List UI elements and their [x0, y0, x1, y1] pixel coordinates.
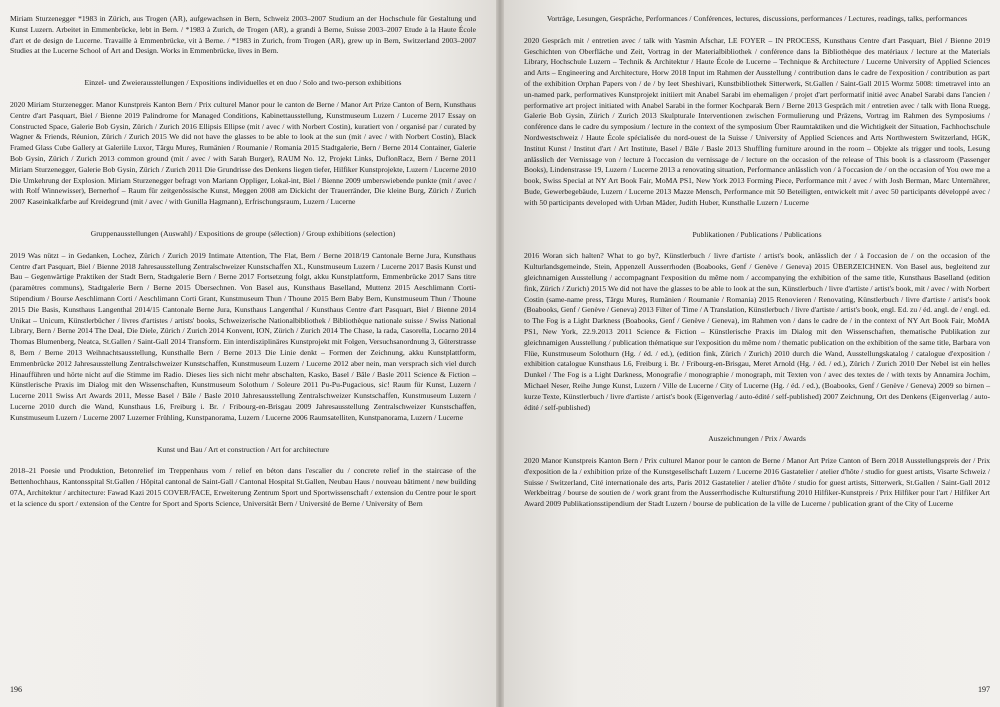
- page-number-left: 196: [10, 685, 22, 694]
- group-exhibitions-heading: Gruppenausstellungen (Auswahl) / Expositions de groupe (sélection) / Group exhibitions (selection): [90, 228, 396, 238]
- book-gutter: [496, 0, 504, 707]
- lectures-list: 2020 Gespräch mit / entretien avec / talk with Yasmin Afschar, LE FOYER – IN PROCESS, Kunsthaus Centre d'art Pasquart, Biel / Bienne 2019 Geschichten von Oberfläche und Zeit, Vortrag in der Materialbibliothek / conférence dans la Bibliothèque des matériaux / lecture at the Materials Library, Hochschule Luzern – Technik & Architektur / Haute École de Lucerne – Technique & Architecture / Lucerne University of Applied Sciences and Arts – Engineering and Architecture, Horw 2018 Input im Rahmen der Ausstellung / contribution dans le cadre de l'exposition / contribution as part of the exhibition Orphan Papers von / de / by Ieet Sheshivari, Kunstbibliothek Sitterwerk, St.Gallen / Saint-Gall 2015 Wormz 5008: timetravel into an un-named park, performatives Kunstprojekt initiiert mit Anabel Sarabi im ehemaligen / projet d'art performatif initié avec Anabel Sarabi dans l'ancien / performative art project initiated with Anabel Sarabi in the former Kochparak Bern / Berne 2013 Gespräch mit / entretien avec / talk with Ilona Ruegg, Galerie Bob Gysin, Zürich / Zurich 2013 Skulpturale Interventionen zwischen Formulierung und Präzens, Vortrag im Rahmen des Symposiums / conférence dans le cadre du symposium / lecture in the context of the symposium Über Raumtaktiken und die Wichtigkeit der Situation, Fachhochschule Nordwestschweiz / Haute École spécialisée du nord-ouest de la Suisse / University of Applied Sciences and Arts Northwestern Switzerland, HGK, Institut Kunst / Institut d'art / Art Institute, Basel / Bâle / Basle 2013 Shuffling furniture around in the room – Objekte als trigger und tools, Lesung anlässlich der Vernissage von / lecture à l'occasion du vernissage de / lecture on the occasion of the release of This book is a classroom (Passenger Books), Lindenstrasse 19, Luzern / Lucerne 2013 a renovating situation, Performance anlässlich von / à l'occasion de / on the occasion of You owe me a book, Swiss Special at NY Art Book Fair, MoMA PS1, New York 2013 Forming Piece, Performance mit / avec / with Josh Berman, Marc Unternährer, Bude, Gewerbegebäude, Luzern / Lucerne 2013 Mazze Mensch, Performance mit 50 Beteiligten, entwickelt mit / avec 50 participants développé avec / with 50 participants developed with Urban Mäder, Judith Huber, Kunsthalle Luzern / Lucerne: [524, 35, 990, 207]
- biography-paragraph: Miriam Sturzenegger *1983 in Zürich, aus Trogen (AR), aufgewachsen in Bern, Schweiz 2003–2007 Studium an der Hochschule für Gestaltung und Kunst Luzern. Arbeitet in Emmenbrücke, lebt in Bern. / *1983 à Zurich, de Trogen (AR), a grandi à Berne, Suisse 2003–2007 Etude à la Haute École d'art et de design de Lucerne. Travaille à Emmenbrücke, vit à Berne. / *1983 in Zurich, from Trogen (AR), grew up in Bern, Switzerland 2003–2007 Studies at the Lucerne School of Art and Design. Works in Emmenbrücke, lives in Bern.: [10, 14, 476, 56]
- page-number-right: 197: [978, 685, 990, 694]
- publications-list: 2016 Woran sich halten? What to go by?, Künstlerbuch / livre d'artiste / artist's book, anlässlich der / à l'occasion de / on the occasion of the Kulturlandsgemeinde, Stein, Appenzell Ausserrhoden (Boabooks, Genf / Genève / Geneva) 2015 ÜBERZEICHNEN. Von Basel aus, begleitend zur gleichnamigen Ausstellung / accompagnant l'exposition du même nom / accompanying the exhibition of the same title, Kunsthaus Baselland (edition fink, Zürich / Zurich) 2015 We did not have the glasses to be able to look at the sun, Künstlerbuch / livre d'artiste / artist's book, mit / avec / with Norbert Costin (same-name press, Târgu Mureș, Rumänien / Roumanie / Romania) 2015 Renovieren / Renovating, Künstlerbuch / livre d'artiste / artist's book (Boabooks, Genf / Genève / Geneva) 2013 Filter of Time / A Translation, Künstlerbuch / livre d'artiste / artist's book, engl. Ed. zu / éd. angl. de / engl. ed. to The Fog is a Light Darkness (Boabooks, Genf / Genève / Geneva), im Rahmen von / dans le cadre de / in the context of NY Art Book Fair, MoMA PS1, New York, 22.9.2013 2011 Science & Fiction – Künstlerische Praxis im Dialog mit den Wissenschaften, thematische Publikation zur gleichnamigen Ausstellung / publication thématique sur l'exposition du même nom / thematic publication on the exhibition of the same title, Barbara von Flüe, Kunstmuseum Solothurn (Hg. / éd. / ed.), (edition fink, Zürich / Zurich) 2010 durch die Wand, Ausstellungskatalog / catalogue d'exposition / exhibition catalogue Kunsthaus L6, Freiburg i. Br. / Fribourg-en-Brisgau, Meret Arnold (Hg. / éd. / ed.), Zürich / Zurich 2010 Der Nebel ist ein helles Dunkel / The Fog is a Light Darkness, Monografie / monographie / monograph, mit Texten von / avec des textes de / with texts by Annamira Jochim, Michael Neser, Reihe Junge Kunst, Luzern / Ville de Lucerne / City of Lucerne (Hg. / éd. / ed.), (Boabooks, Genf / Genève / Geneva) 2009 so birnen – kurze Texte, Künstlerbuch / livre d'artiste / artist's book (Eigenverlag / auto-édité / self-published) 2007 Zeichnung, Ort des Denkens (Eigenverlag / auto-édité / self-published): [524, 251, 990, 412]
- awards-list: 2020 Manor Kunstpreis Kanton Bern / Prix culturel Manor pour le canton de Berne / Manor Art Prize Canton of Bern 2018 Ausstellungspreis der / Prix d'exposition de la / exhibition prize of the Kunstgesellschaft Luzern / Lucerne 2016 Gastatelier / atelier d'hôte / studio for guest artists, Visarte Schweiz / Suisse / Switzerland, Cité internationale des arts, Paris 2012 Gastatelier / atelier d'hôte / studio for guest artists, Sitterwerk, St.Gallen / Saint-Gall 2012 Werkbeitrag / bourse de soutien de / work grant from the Ausserrhodische Kulturstiftung 2010 Hilfiker-Kunstpreis / Prix Hilfiker pour l'art / Hilfiker Art Award 2009 Publikationsstipendium der Stadt Luzern / bourse de publication de la ville de Lucerne / publication grant of the City of Lucerne: [524, 456, 990, 509]
- art-for-architecture-heading: Kunst und Bau / Art et construction / Art for architecture: [156, 444, 330, 454]
- lectures-heading: Vorträge, Lesungen, Gespräche, Performances / Conférences, lectures, discussions, performances / Lectures, readings, talks, performances: [546, 14, 968, 23]
- left-page: [0, 0, 496, 707]
- right-page: [504, 0, 1000, 707]
- publications-heading: Publikationen / Publications / Publications: [692, 229, 822, 239]
- solo-exhibitions-list: 2020 Miriam Sturzenegger. Manor Kunstpreis Kanton Bern / Prix culturel Manor pour le canton de Berne / Manor Art Prize Canton of Bern, Kunsthaus Centre d'art Pasquart, Biel / Bienne 2019 Palindrome for Managed Conditions, Kabinettausstellung, Kunstmuseum Luzern / Lucerne 2017 Essay on Constructed Space, Galerie Bob Gysin, Zürich / Zurich 2016 Ellipsis Ellipse (mit / avec / with Norbert Costin), kuratiert von / organisé par / curated by Wagner & Friends, Réunion, Zürich / Zurich 2015 We did not have the glasses to be able to look at the sun (mit / avec / with Norbert Costin), Black Framed Glass Cube Gallery at Galeriile Luxor, Târgu Mureș, Rumänien / Roumanie / Romania 2015 Stadtgalerie, Bern / Berne 2014 Container, Galerie Bob Gysin, Zürich / Zurich 2013 common ground (mit / avec / with Sarah Burger), RAUM No. 12, Projekt Links, DuflonRacz, Bern / Berne 2011 Miriam Sturzenegger, Galerie Bob Gysin, Zürich / Zurich 2011 Die Grundrisse des Denkens liegen tiefer, Hilfiker Kunstprojekte, Luzern / Lucerne 2010 Die Umkehrung der Explosion. Miriam Sturzenegger befragt von Mariann Oppliger, Lokal-int, Biel / Bienne 2009 umberswiebende punkte (mit / avec / with Rolf Winnewisser), Bernerhof – Raum für zeitgenössische Kunst, Meggen 2008 am Dickicht der Trauerränder, Die kleine Burg, Zürich / Zurich 2007 Kaseinkalkfarbe auf Kreidegrund (mit / avec / with Gunilla Hagmann), Erfrischungsraum, Luzern / Lucerne: [10, 99, 476, 207]
- group-exhibitions-list: 2019 Was nützt – in Gedanken, Lochez, Zürich / Zurich 2019 Intimate Attention, The Flat, Bern / Berne 2018/19 Cantonale Berne Jura, Kunsthaus Centre d'art Pasquart, Biel / Bienne 2018 Jahresausstellung Zentralschweizer Kunstschaffen XL, Kunstmuseum Luzern / Lucerne 2017 Basis Kunst und Bau – Gegenwärtige Praktiken der Stadt Bern, Stadtgalerie Bern / Berne 2017 Fortsetzung folgt, akku Kunstplattform, Emmenbrücke 2017 Sans titre (paramètres communs), Stadtgalerie Bern / Berne 2015 Übersechnen. Von Basel aus, Kunsthaus Baselland, Muttenz 2015 Aeschlimann Corti-Stipendium / Bourse Aeschlimann Corti / Aeschlimann Corti Grant, Kunstmuseum Thun / Thoune 2015 Bern Baby Bern, Kunstmuseum Thun / Thoune 2015 Die Basis, Kunsthaus Langenthal 2014/15 Cantonale Berne Jura, Kunsthaus Langenthal / Kunsthaus Centre d'art Pasquart, Biel / Bienne 2014 Unikat – Unicum, Künstlerbücher / livres d'artistes / artists' books, Schweizerische Nationalbibliothek / Bibliothèque nationale suisse / Swiss National Library, Bern / Berne 2014 The Deal, Die Diele, Zürich / Zurich 2014 Konvent, ION, Zürich / Zurich 2014 The Chase, la rada, Casorella, Locarno 2014 Thomas Blumenberg, Neatca, St.Gallen / Saint-Gall 2014 Transform. Ein interdisziplinäres Kunstprojekt mit Folgen, Versuchsanordnung 3, Güterstrasse 8, Bern / Berne 2013 Weihnachtsausstellung, Kunsthalle Bern / Berne 2013 Die Linie denkt – Formen der Zeichnung, akku Kunstplattform, Emmenbrücke 2012 Jahresausstellung Zentralschweizer Kunstschaffen, Kunstmuseum Luzern / Lucerne 2012 aber nein, man versprach sich viel durch Hinaufführen und hörte nicht auf die Stimme im Radio. Dieses lies sich nicht mehr abschalten, Kasko, Basel / Bâle / Basle 2011 Science & Fiction – Künstlerische Praxis im Dialog mit den Wissenschaften, Kunstmuseum Solothurn / Soleure 2011 Pu-Pu-Pugacious, sic! Raum für Kunst, Luzern / Lucerne 2011 Swiss Art Awards 2011, Messe Basel / Bâle / Basle 2010 Jahresausstellung Zentralschweizer Kunstschaffen, Kunstmuseum Luzern / Lucerne 2010 durch die Wand, Kunsthaus L6, Freiburg i. Br. / Fribourg-en-Brisgau 2009 Jahresausstellung Zentralschweizer Kunstschaffen, Kunstmuseum Luzern / Lucerne 2007 Luzerner Frühling, Kunstpanorama, Luzern / Lucerne 2006 Raumsatelliten, Kunstpanorama, Luzern / Lucerne: [10, 250, 476, 422]
- art-for-architecture-list: 2018–21 Poesie und Produktion, Betonrelief im Treppenhaus vom / relief en béton dans l'escalier du / concrete relief in the staircase of the Bettenhochhaus, Kantonsspital St.Gallen / Hôpital cantonal de Saint-Gall / Cantonal Hospital St.Gallen, Neubau Haus / nouveau bâtiment / new building 07A, Architektur / architecture: Fawad Kazi 2015 COVER/FACE, Erweiterung Zentrum Sport und Sportwissenschaft / extension du Centre pour le sport et la science du sport / extension of the Centre for Sport and Sports Science, Universität Bern / Université de Berne / University of Bern: [10, 466, 476, 508]
- awards-heading: Auszeichnungen / Prix / Awards: [708, 434, 806, 444]
- solo-exhibitions-heading: Einzel- und Zweierausstellungen / Expositions individuelles et en duo / Solo and two-person exhibitions: [84, 78, 402, 88]
